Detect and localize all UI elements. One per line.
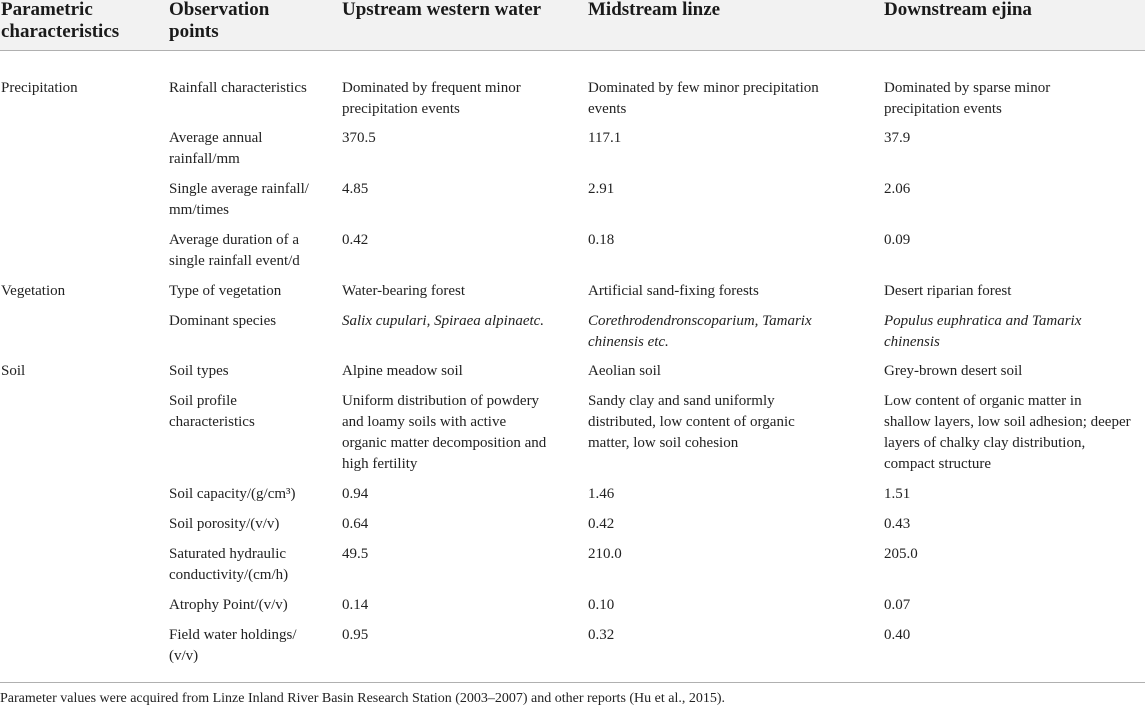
cell-line: Rainfall characteristics [169, 80, 307, 96]
cell-midstream [588, 179, 614, 200]
cell-line: 0.32 [588, 627, 615, 643]
cell-line: Soil capacity/(g/cm³) [169, 486, 296, 502]
cell-line: Dominant species [169, 313, 277, 329]
cell-line: characteristics [169, 414, 255, 430]
cell-parameter [169, 128, 262, 170]
cell-midstream [588, 544, 622, 565]
cell-line: Desert riparian forest [884, 283, 1012, 299]
cell-upstream [342, 544, 368, 565]
cell-parameter [169, 311, 276, 332]
cell-midstream [588, 625, 614, 646]
bottom-rule [0, 682, 1145, 683]
cell-line: 37.9 [884, 130, 911, 146]
cell-line: Average annual [169, 130, 263, 146]
cell-parameter [169, 625, 297, 667]
cell-downstream [884, 230, 910, 251]
cell-upstream [342, 514, 368, 535]
cell-line: chinensis etc. [588, 334, 669, 350]
cell-parameter [169, 179, 309, 221]
cell-parameter [169, 514, 279, 535]
cell-midstream [588, 128, 621, 149]
cell-line: 0.14 [342, 597, 369, 613]
cell-line: 0.10 [588, 597, 615, 613]
cell-line: Soil types [169, 363, 229, 379]
cell-line: distributed, low content of organic [588, 414, 795, 430]
cell-upstream [342, 361, 463, 382]
header-downstream: Downstream ejina [884, 0, 1032, 20]
header-rule [0, 50, 1145, 51]
cell-line: events [588, 101, 627, 117]
cell-parameter [169, 281, 281, 302]
cell-downstream [884, 625, 910, 646]
cell-line: 0.42 [342, 232, 369, 248]
cell-upstream [342, 78, 521, 120]
cell-line: Corethrodendronscoparium, Tamarix [588, 313, 812, 329]
cell-downstream [884, 484, 910, 505]
cell-line: Average duration of a [169, 232, 300, 248]
cell-midstream [588, 230, 614, 251]
cell-line: shallow layers, low soil adhesion; deeper [884, 414, 1131, 430]
cell-line: 49.5 [342, 546, 369, 562]
cell-line: Dominated by frequent minor [342, 80, 521, 96]
cell-line: conductivity/(cm/h) [169, 567, 289, 583]
cell-line: (v/v) [169, 648, 199, 664]
cell-line: Alpine meadow soil [342, 363, 463, 379]
cell-downstream [884, 128, 910, 149]
cell-line: mm/times [169, 202, 229, 218]
cell-line: 0.07 [884, 597, 911, 613]
cell-line: Low content of organic matter in [884, 393, 1082, 409]
cell-parameter [169, 78, 307, 99]
cell-line: 0.95 [342, 627, 369, 643]
cell-line: Single average rainfall/ [169, 181, 309, 197]
cell-line: 0.94 [342, 486, 369, 502]
cell-line: 210.0 [588, 546, 622, 562]
cell-midstream [588, 514, 614, 535]
cell-line: Type of vegetation [169, 283, 282, 299]
cell-midstream [588, 595, 614, 616]
cell-line: rainfall/mm [169, 151, 240, 167]
cell-downstream [884, 514, 910, 535]
cell-parameter [169, 595, 288, 616]
cell-downstream [884, 361, 1022, 382]
cell-line: compact structure [884, 456, 992, 472]
header-midstream: Midstream linze [588, 0, 721, 20]
cell-line: Dominated by sparse minor [884, 80, 1051, 96]
cell-line: matter, low soil cohesion [588, 435, 739, 451]
cell-upstream [342, 625, 368, 646]
cell-midstream [588, 281, 759, 302]
cell-line: single rainfall event/d [169, 253, 300, 269]
cell-line: organic matter decomposition and [342, 435, 547, 451]
cell-line: Populus euphratica and Tamarix [884, 313, 1082, 329]
cell-line: Grey-brown desert soil [884, 363, 1023, 379]
cell-line: Uniform distribution of powdery [342, 393, 540, 409]
cell-line: 0.09 [884, 232, 911, 248]
header-parametric-line1: Parametric [1, 0, 93, 20]
cell-upstream [342, 179, 368, 200]
cell-line: 0.42 [588, 516, 615, 532]
cell-line: Atrophy Point/(v/v) [169, 597, 288, 613]
group-soil: Soil [1, 363, 26, 379]
cell-line: 117.1 [588, 130, 622, 146]
footnote: Parameter values were acquired from Linze Inland River Basin Research Station (2003–2007) and other reports (Hu et al., 2015). [0, 691, 726, 706]
cell-line: 0.43 [884, 516, 911, 532]
group-precipitation: Precipitation [1, 80, 78, 96]
cell-downstream [884, 391, 1131, 475]
cell-line: 1.51 [884, 486, 911, 502]
cell-line: Soil profile [169, 393, 237, 409]
cell-line: 370.5 [342, 130, 376, 146]
cell-line: Sandy clay and sand uniformly [588, 393, 775, 409]
cell-line: Aeolian soil [588, 363, 661, 379]
header-upstream: Upstream western water [342, 0, 542, 20]
cell-line: chinensis [884, 334, 940, 350]
group-vegetation: Vegetation [1, 283, 66, 299]
cell-upstream [342, 230, 368, 251]
cell-downstream [884, 595, 910, 616]
cell-line: layers of chalky clay distribution, [884, 435, 1086, 451]
cell-upstream [342, 128, 376, 149]
cell-midstream [588, 361, 661, 382]
cell-downstream [884, 78, 1050, 120]
cell-upstream [342, 595, 368, 616]
cell-line: Salix cupulari, Spiraea alpinaetc. [342, 313, 545, 329]
cell-parameter [169, 484, 296, 505]
cell-line: and loamy soils with active [342, 414, 507, 430]
cell-line: 0.64 [342, 516, 369, 532]
cell-parameter [169, 544, 288, 586]
cell-line: 4.85 [342, 181, 369, 197]
cell-midstream [588, 484, 614, 505]
cell-parameter [169, 361, 229, 382]
cell-line: high fertility [342, 456, 418, 472]
cell-line: 2.06 [884, 181, 911, 197]
cell-line: precipitation events [884, 101, 1002, 117]
cell-downstream [884, 179, 910, 200]
cell-downstream [884, 544, 918, 565]
cell-line: 0.18 [588, 232, 615, 248]
cell-line: 0.40 [884, 627, 911, 643]
cell-line: Water-bearing forest [342, 283, 466, 299]
cell-line: Field water holdings/ [169, 627, 297, 643]
cell-upstream [342, 484, 368, 505]
cell-line: precipitation events [342, 101, 460, 117]
cell-downstream [884, 311, 1081, 353]
cell-downstream [884, 281, 1011, 302]
cell-line: 2.91 [588, 181, 615, 197]
cell-upstream [342, 281, 465, 302]
cell-line: Dominated by few minor precipitation [588, 80, 819, 96]
cell-parameter [169, 391, 255, 433]
header-parametric-line2: characteristics [1, 21, 120, 42]
cell-line: Artificial sand-fixing forests [588, 283, 759, 299]
cell-midstream [588, 311, 812, 353]
cell-line: Saturated hydraulic [169, 546, 287, 562]
cell-line: 205.0 [884, 546, 918, 562]
cell-parameter [169, 230, 300, 272]
cell-midstream [588, 391, 795, 454]
cell-midstream [588, 78, 819, 120]
cell-upstream [342, 311, 544, 332]
header-observation-line2: points [169, 21, 219, 42]
header-observation-line1: Observation [169, 0, 270, 20]
cell-upstream [342, 391, 546, 475]
cell-line: 1.46 [588, 486, 615, 502]
cell-line: Soil porosity/(v/v) [169, 516, 280, 532]
